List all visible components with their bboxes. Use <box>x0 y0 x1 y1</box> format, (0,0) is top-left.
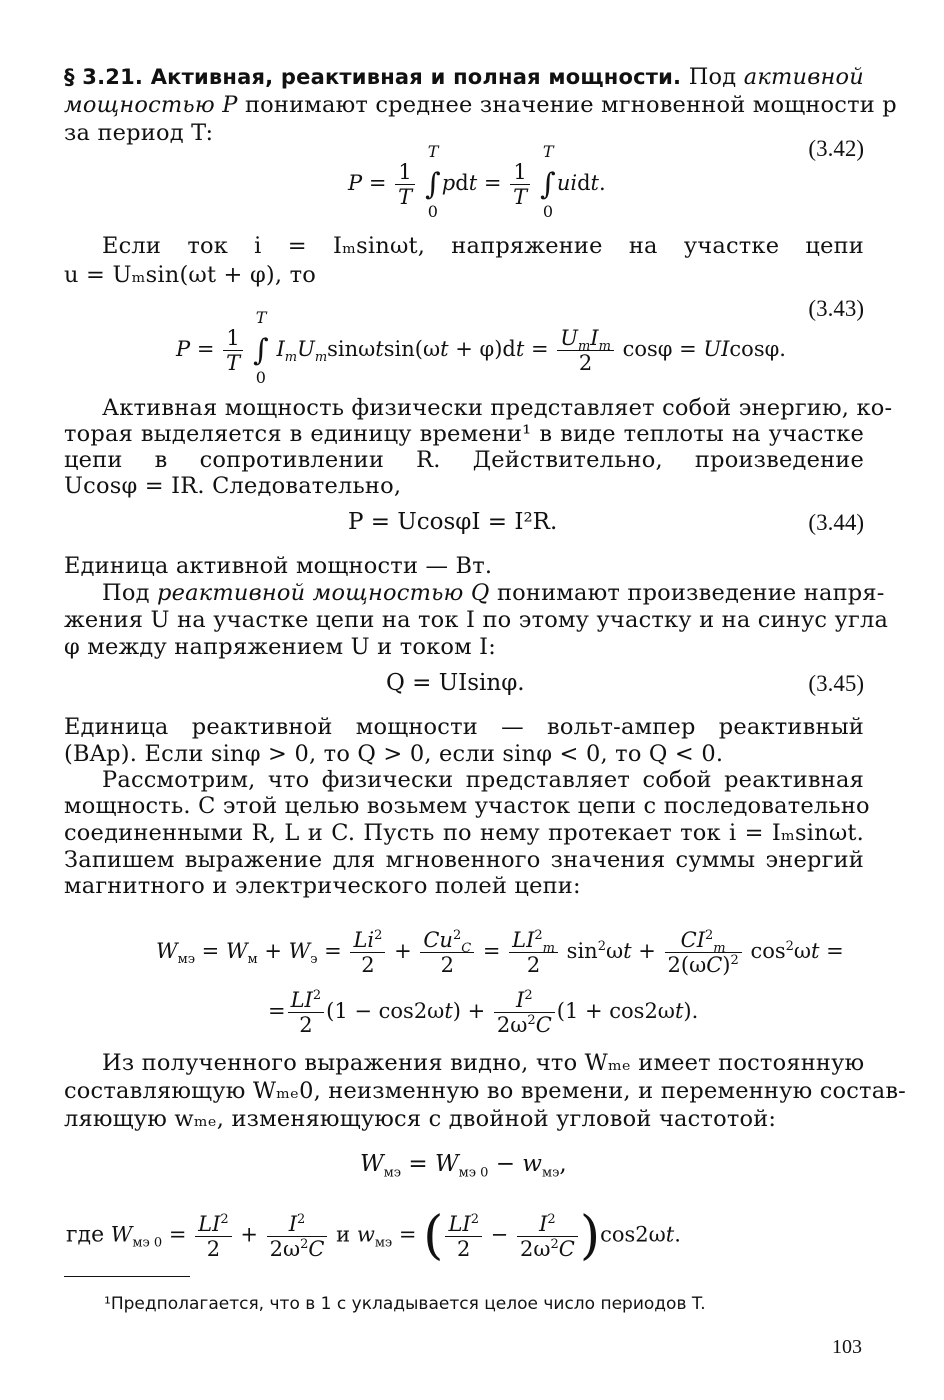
footnote: ¹Предполагается, что в 1 с укладывается целое число периодов T. <box>104 1294 706 1314</box>
paragraph-line: Рассмотрим, что физически представляет собой реактивная <box>102 767 864 793</box>
paragraph-line: составляющую Wₘₑ0, неизменную во времени, и переменную состав- <box>64 1078 906 1104</box>
paragraph-line: Если ток i = Iₘsinωt, напряжение на участке цепи <box>102 233 864 259</box>
paragraph-line: мощность. С этой целью возьмем участок цепи с последовательно <box>64 793 870 819</box>
paragraph-line: жения U на участке цепи на ток I по этому участку и на синус угла <box>64 607 889 633</box>
equation-3-43: P = $\frac{1}{T}$ ∫ T 0 $I_mU_m\sin\omega tsin(\omega t + \varphi)dt$ = $U_mI_m$ 2 cosφ = UIcosφ. <box>176 307 786 387</box>
page-number: 103 <box>832 1336 862 1358</box>
paragraph-line: Единица реактивной мощности — вольт-ампер реактивный <box>64 714 864 740</box>
paragraph-line: торая выделяется в единицу времени¹ в виде теплоты на участке <box>64 421 864 447</box>
paragraph-line: Активная мощность физически представляет собой энергию, ко- <box>102 395 893 421</box>
paragraph-line: Под реактивной мощностью Q понимают произведение напря- <box>102 580 885 606</box>
equation-decomposition: $W_{мэ} = W_{мэ 0} - w_{мэ}$, <box>360 1151 567 1181</box>
paragraph-line: (BAp). Если sinφ > 0, то Q > 0, если sinφ < 0, то Q < 0. <box>64 741 724 767</box>
equation-number: (3.43) <box>808 296 864 321</box>
equation-number: (3.44) <box>808 510 864 535</box>
paragraph-line: ляющую wₘₑ, изменяющуюся с двойной угловой частотой: <box>64 1106 777 1132</box>
paragraph-line: φ между напряжением U и током I: <box>64 634 497 660</box>
paragraph-line: за период T: <box>64 120 214 146</box>
paragraph-line: цепи в сопротивлении R. Действительно, произведение <box>64 447 864 473</box>
paragraph-line: магнитного и электрического полей цепи: <box>64 873 581 899</box>
paragraph-line: мощностью P понимают среднее значение мгновенной мощности p <box>64 92 897 118</box>
footnote-rule <box>64 1276 190 1277</box>
paragraph-line: § 3.21. Активная, реактивная и полная мощности. Под активной <box>64 64 864 90</box>
paragraph-line: Единица активной мощности — Вт. <box>64 553 493 579</box>
equation-3-45: Q = UIsinφ. <box>386 670 525 696</box>
equation-where: где $W_{мэ 0}$ = $\frac{LI^2}{2}$ + $\frac{I^2}{2\omega^2C}$ и $w_{мэ}$ = ( $\frac{LI^2}{2}$ − $\frac{I^2}{2\omega^2C}$ )cos2ωt. <box>66 1206 681 1266</box>
paragraph-line: Из полученного выражения видно, что Wₘₑ имеет постоянную <box>102 1050 865 1076</box>
paragraph-line: Запишем выражение для мгновенного значения суммы энергий <box>64 847 864 873</box>
equation-number: (3.45) <box>808 671 864 696</box>
paragraph-line: соединенными R, L и C. Пусть по нему протекает ток i = Iₘsinωt. <box>64 820 864 846</box>
equation-3-42: P = $\frac{1}{T}$ ∫ T 0 pdt = $\frac{1}{T}$ ∫ T 0 uidt. <box>348 141 606 221</box>
paragraph-line: u = Uₘsin(ωt + φ), то <box>64 262 316 288</box>
paragraph-line: Ucosφ = IR. Следовательно, <box>64 473 402 499</box>
equation-energy-line-2: = $\frac{LI^2}{2}$ (1 − cos2ωt) + $\frac{I^2}{2\omega^2C}$ (1 + cos2ωt). <box>268 988 699 1037</box>
equation-number: (3.42) <box>808 136 864 161</box>
section-heading: § 3.21. Активная, реактивная и полная мощности. <box>64 65 682 89</box>
equation-3-44: P = UcosφI = I²R. <box>348 509 558 535</box>
equation-energy-line-1: $W_{мэ} = W_м + W_э$ = $\frac{Li^2}{2}$ + $\frac{Cu^2_C}{2}$ = $\frac{LI^2_m}{2}$ $\sin^2\omega t$ + $\frac{CI^2_m}{2(\omega C)^2}$ $\cos^2\omega t$ = <box>156 928 844 977</box>
